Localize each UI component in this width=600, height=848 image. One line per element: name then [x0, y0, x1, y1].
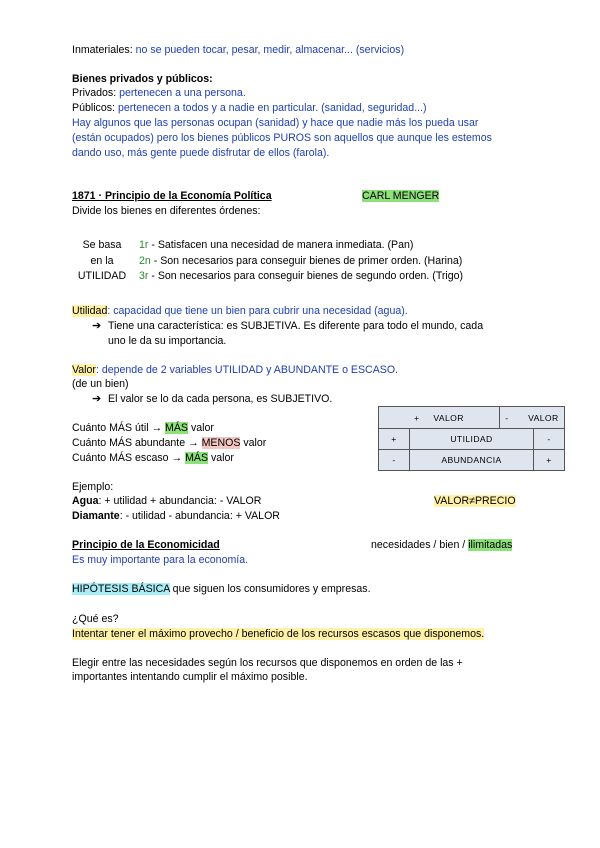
hipotesis-text: que siguen los consumidores y empresas. [169, 583, 371, 595]
row-abundancia-left: - [379, 450, 410, 471]
publicos-line [72, 101, 427, 115]
publicos-label: Públicos: [72, 102, 115, 114]
header-minus-sign: - [505, 412, 509, 423]
valor-table-header [379, 407, 565, 429]
valor-text: : depende de 2 variables UTILIDAD y ABUNDANTE o ESCASO. [95, 364, 399, 376]
row-abundancia-right: + [534, 450, 565, 471]
valor-rule-1-hl: MÁS [165, 422, 188, 434]
order-1-num: 1r [139, 239, 149, 251]
answer-line [72, 627, 484, 641]
order-2 [139, 254, 462, 268]
economicidad-side [371, 538, 512, 552]
valor-line [72, 363, 398, 377]
bienes-note-line-3: dando uso, más gente puede disfrutar de ellos (farola). [72, 147, 330, 159]
economicidad-side-text: necesidades / bien / [371, 539, 469, 551]
inmateriales-line [72, 43, 404, 57]
privados-label: Privados: [72, 87, 117, 99]
valor-precio: VALOR≠PRECIO [434, 495, 516, 507]
agua-text: : + utilidad + abundancia: - VALOR [98, 495, 262, 507]
valor-rule-1 [72, 421, 214, 435]
header-plus-label: VALOR [433, 412, 464, 423]
diamante-label: Diamante [72, 510, 120, 522]
side-label-2: en la [90, 255, 114, 267]
valor-rule-1-pre: Cuánto MÁS útil → [72, 422, 166, 434]
order-2-text: - Son necesarios para conseguir bienes de primer orden. (Harina) [150, 255, 463, 267]
utilidad-bullet-line-1: Tiene una característica: es SUBJETIVA. Es diferente para todo el mundo, cada [108, 320, 484, 332]
row-utilidad-right: - [534, 429, 565, 450]
hipotesis-hl: HIPÓTESIS BÁSICA [72, 583, 170, 595]
valor-rule-2-post: valor [240, 437, 267, 449]
inmateriales-text: no se pueden tocar, pesar, medir, almacenar... (servicios) [135, 44, 405, 56]
header-plus-sign: + [414, 412, 420, 423]
answer: Intentar tener el máximo provecho / beneficio de los recursos escasos que disponemos. [72, 628, 485, 640]
valor-rule-3-hl: MÁS [185, 452, 209, 464]
row-utilidad-label: UTILIDAD [410, 429, 534, 450]
side-label-1: Se basa [82, 239, 122, 251]
valor-rule-1-post: valor [188, 422, 214, 434]
bienes-note-line-1: Hay algunos que las personas ocupan (sanidad) y hace que nadie más los pueda usar [72, 117, 479, 129]
valor-rule-3 [72, 451, 234, 465]
economicidad-side-hl: ilimitadas [468, 539, 513, 551]
order-2-num: 2n [139, 255, 151, 267]
valor-table [378, 406, 565, 471]
valor-rule-2-pre: Cuánto MÁS abundante → [72, 437, 202, 449]
valor-label: Valor [72, 364, 96, 376]
final-line-1: Elegir entre las necesidades según los recursos que disponemos en orden de las + [72, 657, 463, 669]
order-3 [139, 269, 463, 283]
principio-ep-intro: Divide los bienes en diferentes órdenes: [72, 205, 261, 217]
utilidad-bullet-line-2: uno le da su importancia. [108, 335, 227, 347]
row-abundancia-label: ABUNDANCIA [410, 450, 534, 471]
agua-line [72, 494, 261, 508]
principio-ep-title: 1871 · Principio de la Economía Política [72, 190, 272, 202]
author-name: CARL MENGER [362, 190, 440, 202]
valor-sub: (de un bien) [72, 378, 129, 390]
order-3-num: 3r [139, 270, 149, 282]
utilidad-label: Utilidad [72, 305, 108, 317]
order-1 [139, 238, 413, 252]
final-line-2: importantes intentando cumplir el máximo posible. [72, 671, 308, 683]
economicidad-subtitle: Es muy importante para la economía. [72, 554, 249, 566]
valor-rule-2-hl: MENOS [201, 437, 241, 449]
author-badge [362, 189, 439, 203]
bienes-heading: Bienes privados y públicos: [72, 73, 213, 85]
privados-line [72, 86, 246, 100]
order-1-text: - Satisfacen una necesidad de manera inmediata. (Pan) [148, 239, 414, 251]
arrow-bullet-icon: ➔ [92, 320, 102, 332]
valor-rule-3-post: valor [208, 452, 234, 464]
row-utilidad-left: + [379, 429, 410, 450]
header-minus-label: VALOR [528, 412, 559, 423]
diamante-line [72, 509, 280, 523]
ejemplo-label: Ejemplo: [72, 481, 114, 493]
question: ¿Qué es? [72, 613, 119, 625]
valor-rule-3-pre: Cuánto MÁS escaso → [72, 452, 186, 464]
valor-table-header-plus [379, 407, 500, 429]
inmateriales-label: Inmateriales: [72, 44, 133, 56]
side-label-3: UTILIDAD [77, 270, 127, 282]
valor-bullet: El valor se lo da cada persona, es SUBJETIVO. [108, 393, 333, 405]
arrow-bullet-icon: ➔ [92, 393, 102, 405]
economicidad-title: Principio de la Economicidad [72, 539, 220, 551]
privados-text: pertenecen a una persona. [119, 87, 246, 99]
diamante-text: : - utilidad - abundancia: + VALOR [119, 510, 280, 522]
bienes-note-line-2: (están ocupados) pero los bienes públicos PUROS son aquellos que aunque les estemos [72, 132, 492, 144]
valor-table-header-minus [499, 407, 564, 429]
utilidad-line [72, 304, 408, 318]
hipotesis-line [72, 582, 371, 596]
publicos-text: pertenecen a todos y a nadie en particular. (sanidad, seguridad...) [117, 102, 427, 114]
utilidad-text: : capacidad que tiene un bien para cubrir una necesidad (agua). [107, 305, 408, 317]
table-row [379, 429, 565, 450]
valor-rule-2 [72, 436, 266, 450]
table-row [379, 450, 565, 471]
agua-label: Agua [72, 495, 99, 507]
valor-precio-badge [434, 494, 516, 508]
order-3-text: - Son necesarios para conseguir bienes de segundo orden. (Trigo) [148, 270, 464, 282]
